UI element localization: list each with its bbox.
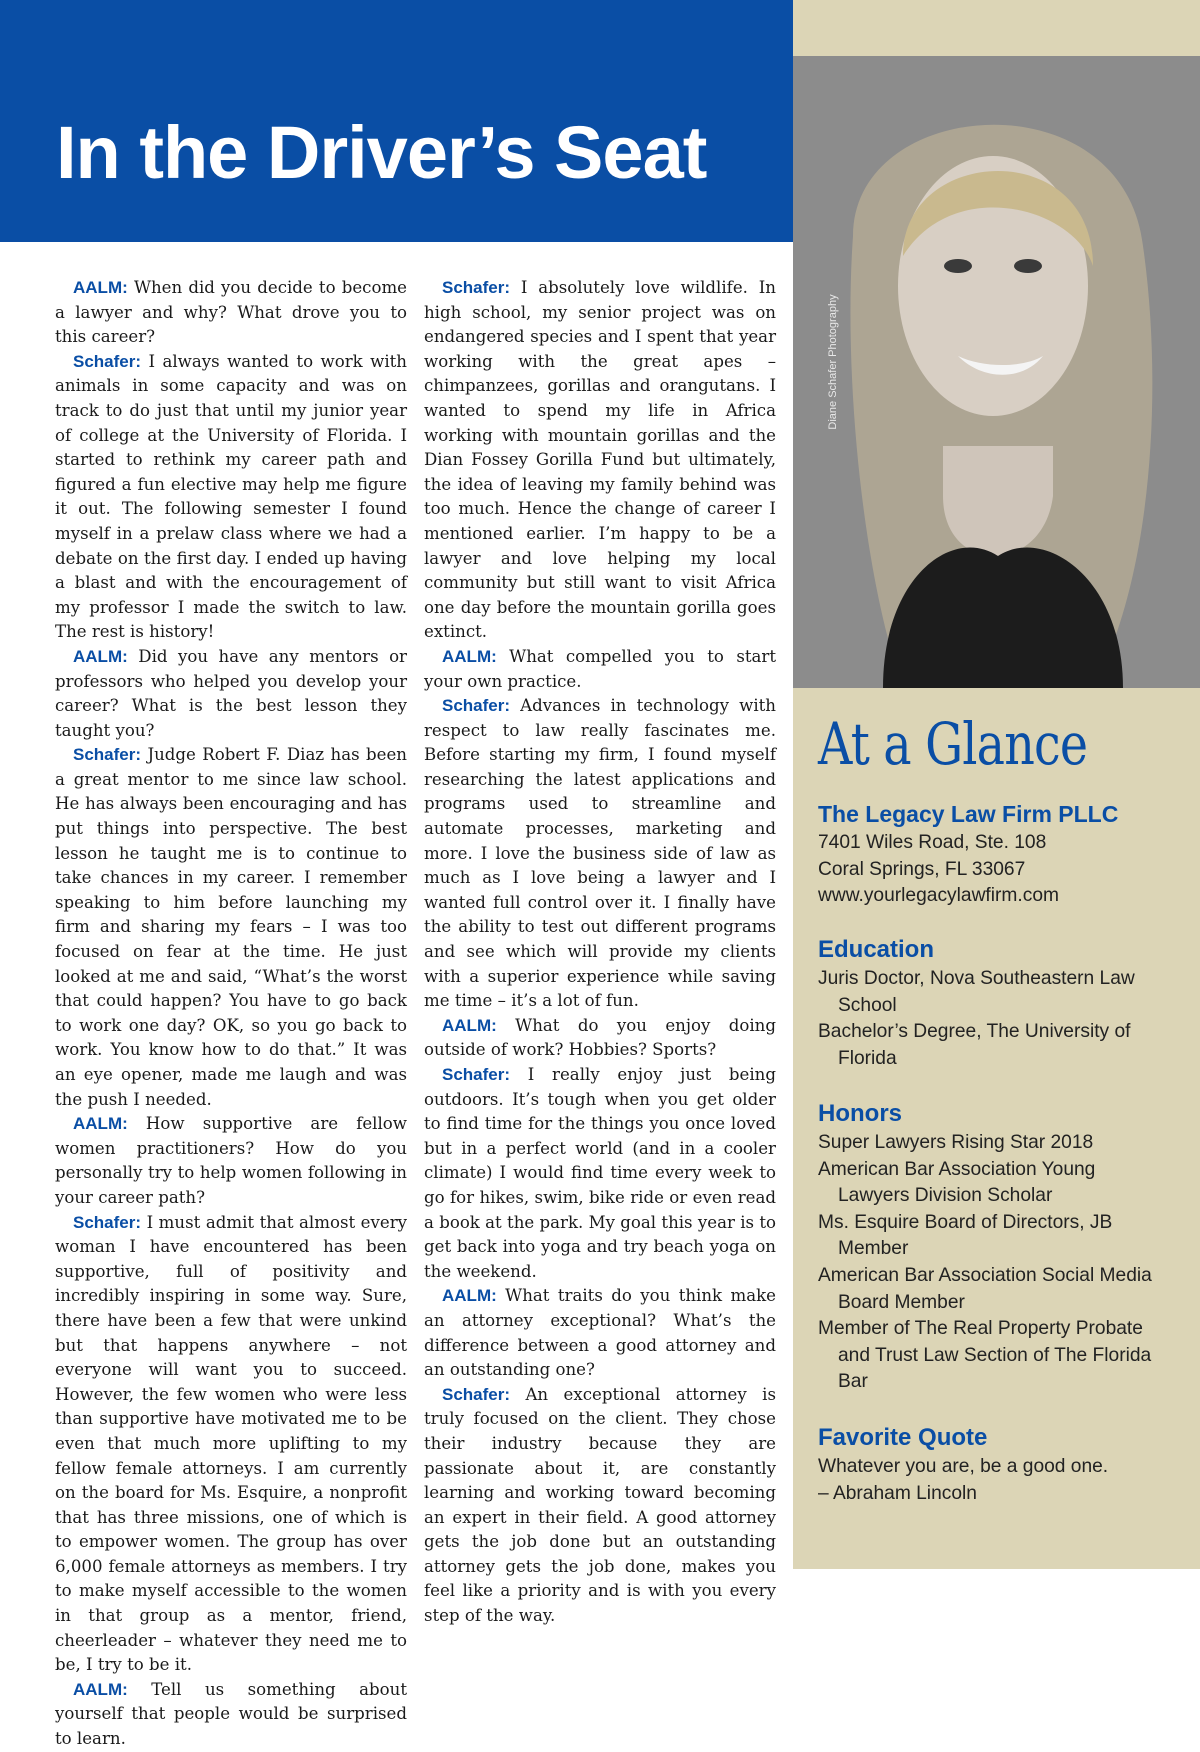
paragraph-text: What compelled you to start your own practice. xyxy=(424,646,776,691)
speaker-label: AALM: xyxy=(442,1015,497,1035)
qa-paragraph xyxy=(424,276,776,645)
quote-text: Whatever you are, be a good one. xyxy=(818,1456,1109,1477)
paragraph-text: I absolutely love wildlife. In high school, my senior project was on endangered species and I spent that year working with the great apes – chimpanzees, gorillas and orangutans. I wanted to spend my life in Africa working with mountain gorillas and the Dian Fossey Gorilla Fund but ultimately, the idea of leaving my family behind was too much. Hence the change of career I mentioned earlier. I’m happy to be a lawyer and love helping my local community but still want to visit Africa one day before the mountain gorilla goes extinct. xyxy=(424,278,776,642)
education-item: Bachelor’s Degree, The University of Florida xyxy=(818,1021,1131,1069)
qa-paragraph xyxy=(424,645,776,694)
firm-name: The Legacy Law Firm PLLC xyxy=(818,801,1119,827)
speaker-label: Schafer: xyxy=(442,1065,511,1084)
paragraph-text: Did you have any mentors or professors who helped you develop your career? What is the best lesson they taught you? xyxy=(55,646,407,740)
qa-paragraph xyxy=(424,1383,776,1629)
firm-website: www.yourlegacylawfirm.com xyxy=(818,885,1059,907)
paragraph-text: I must admit that almost every woman I have encountered has been supportive, full of positivity and incredibly inspiring in some way. Sure, there have been a few that were unkind but that happens anywhere – not everyone will want you to succeed. However, the few women who were less than supportive have motivated me to be even that much more uplifting to my fellow female attorneys. I am currently on the board for Ms. Esquire, a nonprofit that has three missions, one of which is to empower women. The group has over 6,000 female attorneys as members. I try to make myself accessible to the women in that group as a mentor, friend, cheerleader – whatever they need me to be, I try to be it. xyxy=(55,1212,408,1675)
education-item: Juris Doctor, Nova Southeastern Law School xyxy=(818,968,1135,1016)
qa-paragraph xyxy=(55,645,407,743)
header-banner xyxy=(0,0,793,242)
speaker-label: Schafer: xyxy=(73,351,142,371)
paragraph-text: What do you enjoy doing outside of work? Hobbies? Sports? xyxy=(424,1015,776,1060)
portrait-photo xyxy=(793,56,1200,688)
paragraph-text: Tell us something about yourself that people would be surprised to learn. xyxy=(55,1679,407,1749)
quote-heading: Favorite Quote xyxy=(818,1424,988,1451)
speaker-label: AALM: xyxy=(442,646,497,666)
speaker-label: AALM: xyxy=(73,1679,128,1699)
speaker-label: Schafer: xyxy=(73,745,142,765)
article-column-2 xyxy=(424,276,776,1629)
quote-section xyxy=(818,1422,1158,1507)
honor-item: Super Lawyers Rising Star 2018 xyxy=(818,1132,1094,1153)
honor-item: Member of The Real Property Probate and Trust Law Section of The Florida Bar xyxy=(818,1318,1152,1393)
honor-item: American Bar Association Young Lawyers Division Scholar xyxy=(818,1158,1096,1207)
paragraph-text: I really enjoy just being outdoors. It’s tough when you get older to find time for the things you once loved but in a perfect world (and in a cooler climate) I would find time every week to go for hikes, swim, bike ride or even read a book at the park. My goal this year is to get back into yoga and try beach yoga on the weekend. xyxy=(424,1065,776,1281)
qa-paragraph xyxy=(424,694,776,1014)
speaker-label: Schafer: xyxy=(73,1212,142,1232)
page-title: In the Driver’s Seat xyxy=(56,111,707,194)
speaker-label: Schafer: xyxy=(442,696,511,716)
speaker-label: Schafer: xyxy=(442,1384,511,1404)
paragraph-text: Advances in technology with respect to law really fascinates me. Before starting my firm, I found myself researching the latest applications and programs used to streamline and automate processes, marketing and more. I love the business side of law as much as I love being a lawyer and I wanted full control over it. I finally have the ability to test out different programs and see which will provide my clients with a superior experience while saving me time – it’s a lot of fun. xyxy=(424,696,776,1011)
paragraph-text: What traits do you think make an attorney exceptional? What’s the difference between a good attorney and an outstanding one? xyxy=(424,1286,777,1380)
qa-paragraph xyxy=(55,1211,407,1678)
honor-item: Ms. Esquire Board of Directors, JB Member xyxy=(818,1211,1113,1260)
education-section xyxy=(818,934,1158,1072)
honors-section xyxy=(818,1098,1158,1396)
honors-heading: Honors xyxy=(818,1100,902,1127)
speaker-label: AALM: xyxy=(73,1114,128,1134)
article-column-1 xyxy=(55,276,407,1752)
firm-info xyxy=(818,798,1158,910)
paragraph-text: How supportive are fellow women practitioners? How do you personally try to help women following in your career path? xyxy=(55,1114,407,1207)
qa-paragraph xyxy=(55,743,407,1112)
speaker-label: AALM: xyxy=(442,1286,497,1306)
honor-item: American Bar Association Social Media Board Member xyxy=(818,1264,1152,1313)
quote-author: – Abraham Lincoln xyxy=(818,1482,977,1504)
paragraph-text: Judge Robert F. Diaz has been a great mentor to me since law school. He has always been encouraging and has put things into perspective. The best lesson he taught me is to continue to take chances in my career. I remember speaking to him before launching my firm and sharing my fears – I was too focused on fear at the time. He just looked at me and said, “What’s the worst that could happen? You have to go back to work one day? OK, so you go back to work. You know how to do that.” It was an eye opener, made me laugh and was the push I needed. xyxy=(55,745,407,1109)
speaker-label: AALM: xyxy=(73,646,128,666)
speaker-label: Schafer: xyxy=(442,278,511,297)
qa-paragraph xyxy=(55,276,407,350)
at-a-glance-title: At a Glance xyxy=(818,710,1088,778)
qa-paragraph xyxy=(55,350,407,645)
qa-paragraph xyxy=(55,1112,407,1210)
qa-paragraph xyxy=(424,1014,776,1063)
speaker-label: AALM: xyxy=(73,278,128,297)
education-heading: Education xyxy=(818,936,935,963)
qa-paragraph xyxy=(424,1063,776,1284)
photo-credit: Diane Schafer Photography xyxy=(827,294,839,430)
paragraph-text: I always wanted to work with animals in some capacity and was on track to do just that until my junior year of college at the University of Florida. I started to rethink my career path and figured a fun elective may help me figure it out. The following semester I found myself in a prelaw class where we had a debate on the first day. I ended up having a blast and with the encouragement of my professor I made the switch to law. The rest is history! xyxy=(55,351,407,642)
qa-paragraph xyxy=(424,1284,776,1382)
firm-address-line-2: Coral Springs, FL 33067 xyxy=(818,858,1026,880)
firm-address-line-1: 7401 Wiles Road, Ste. 108 xyxy=(818,832,1047,853)
paragraph-text: When did you decide to become a lawyer and why? What drove you to this career? xyxy=(55,278,408,347)
paragraph-text: An exceptional attorney is truly focused on the client. They chose their industry because they are passionate about it, are constantly learning and working toward becoming an expert in their field. A good attorney gets the job done but an outstanding attorney gets the job done, makes you feel like a priority and is with you every step of the way. xyxy=(424,1384,776,1626)
qa-paragraph xyxy=(55,1678,407,1752)
portrait-illustration xyxy=(793,56,1200,688)
